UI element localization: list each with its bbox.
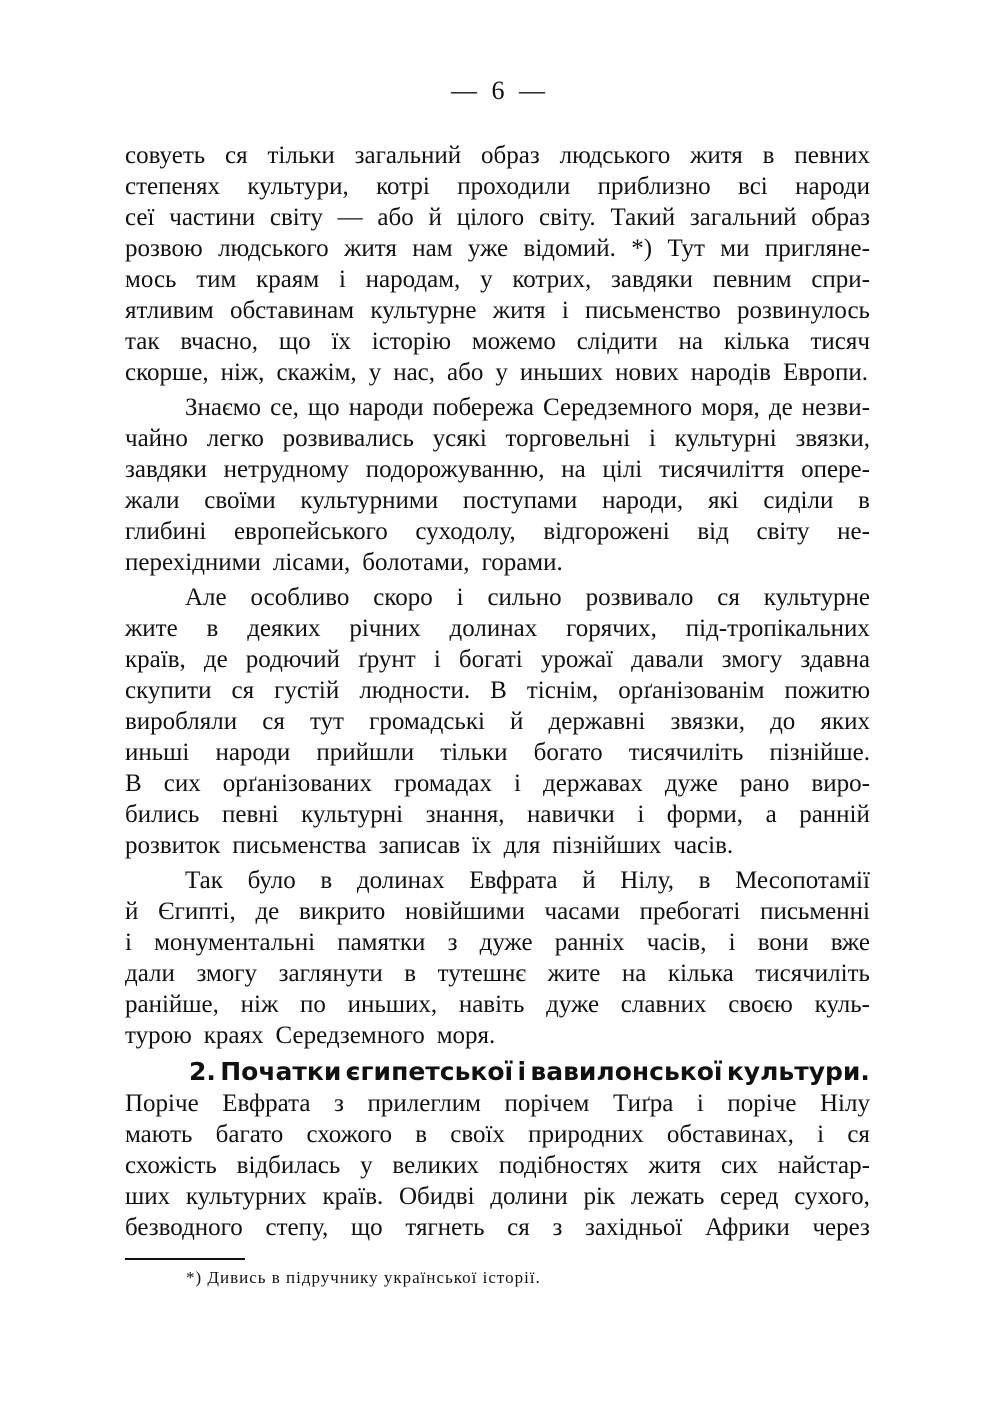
text-line: мось тим краям і народам, у котрих, завдяки певним спри-	[125, 266, 870, 293]
text-line: Поріче Евфрата з прилеглим порічем Тиґра і поріче Нілу	[125, 1090, 870, 1117]
text-line: ранійше, ніж по иньших, навіть дуже славних своєю куль-	[125, 991, 870, 1018]
text-line: схожість відбилась у великих подібностях житя сих найстар-	[125, 1152, 870, 1179]
text-line: бились певні культурні знання, навички і форми, а ранній	[125, 801, 870, 828]
text-line: скорше, ніж, скажім, у нас, або у иньших нових народів Европи.	[125, 359, 869, 386]
text-line: завдяки нетрудному подорожуванню, на цілі тисячиліття опере-	[125, 456, 870, 483]
text-line: совуеть ся тільки загальний образ людського житя в певних	[125, 142, 870, 169]
section-heading: 2. Початки єгипетської і вавилонської культури.	[189, 1057, 870, 1086]
text-line: глибині европейського суходолу, відгорожені від світу не-	[125, 518, 870, 545]
page-number: — 6 —	[451, 76, 549, 105]
text-line: жите в деяких річних долинах горячих, під-тропікальних	[125, 615, 870, 642]
text-line: розвиток письменства записав їх для пізнійших часів.	[125, 832, 734, 859]
footnote: *) Дивись в підручнику української історії.	[186, 1268, 541, 1287]
text-line: й Єгипті, де викрито новійшими часами пребогаті письменні	[125, 898, 870, 925]
text-line: скупити ся густій людности. В тіснім, орґанізованім пожитю	[125, 677, 870, 704]
body-text	[125, 140, 870, 1243]
text-line: жали своїми культурними поступами народи, які сиділи в	[125, 487, 870, 514]
text-line: иньші народи прийшли тільки богато тисячиліть пізнійше.	[125, 739, 870, 766]
paragraph	[125, 392, 870, 578]
text-line: Знаємо се, що народи побережа Середземного моря, де незви-	[185, 394, 870, 421]
text-line: країв, де родючий ґрунт і богаті урожаї давали змогу здавна	[125, 646, 870, 673]
text-line: сеї частини світу — або й цілого світу. Такий загальний образ	[125, 204, 870, 231]
text-line: чайно легко розвивались усякі торговельні і культурні звязки,	[125, 425, 870, 452]
text-line: Але особливо скоро і сильно розвивало ся культурне	[185, 584, 870, 611]
text-line: степенях культури, котрі проходили приблизно всі народи	[125, 173, 870, 200]
text-line: В сих орґанізованих громадах і державах дуже рано виро-	[125, 770, 870, 797]
text-line: ятливим обставинам культурне житя і письменство розвинулось	[125, 297, 870, 324]
text-line: так вчасно, що їх історію можемо слідити на кілька тисяч	[125, 328, 870, 355]
text-line: мають багато схожого в своїх природних обставинах, і ся	[125, 1121, 870, 1148]
text-line: Так було в долинах Евфрата й Нілу, в Месопотамії	[185, 867, 870, 894]
text-line: ших культурних країв. Обидві долини рік лежать серед сухого,	[125, 1183, 870, 1210]
paragraph	[125, 865, 870, 1051]
footnote-divider	[125, 1258, 245, 1260]
text-line: безводного степу, що тягнеть ся з західньої Африки через	[125, 1214, 870, 1241]
text-line: дали змогу заглянути в тутешнє жите на кілька тисячиліть	[125, 960, 870, 987]
text-line: і монументальні памятки з дуже ранніх часів, і вони вже	[125, 929, 870, 956]
section	[125, 1055, 870, 1243]
text-line: турою краях Середземного моря.	[125, 1022, 496, 1049]
text-line: перехідними лісами, болотами, горами.	[125, 549, 563, 576]
text-line: розвою людського житя нам уже відомий. *) Тут ми приглянe-	[125, 235, 870, 262]
paragraph	[125, 140, 870, 388]
text-line: виробляли ся тут громадські й державні звязки, до яких	[125, 708, 870, 735]
paragraph	[125, 582, 870, 861]
